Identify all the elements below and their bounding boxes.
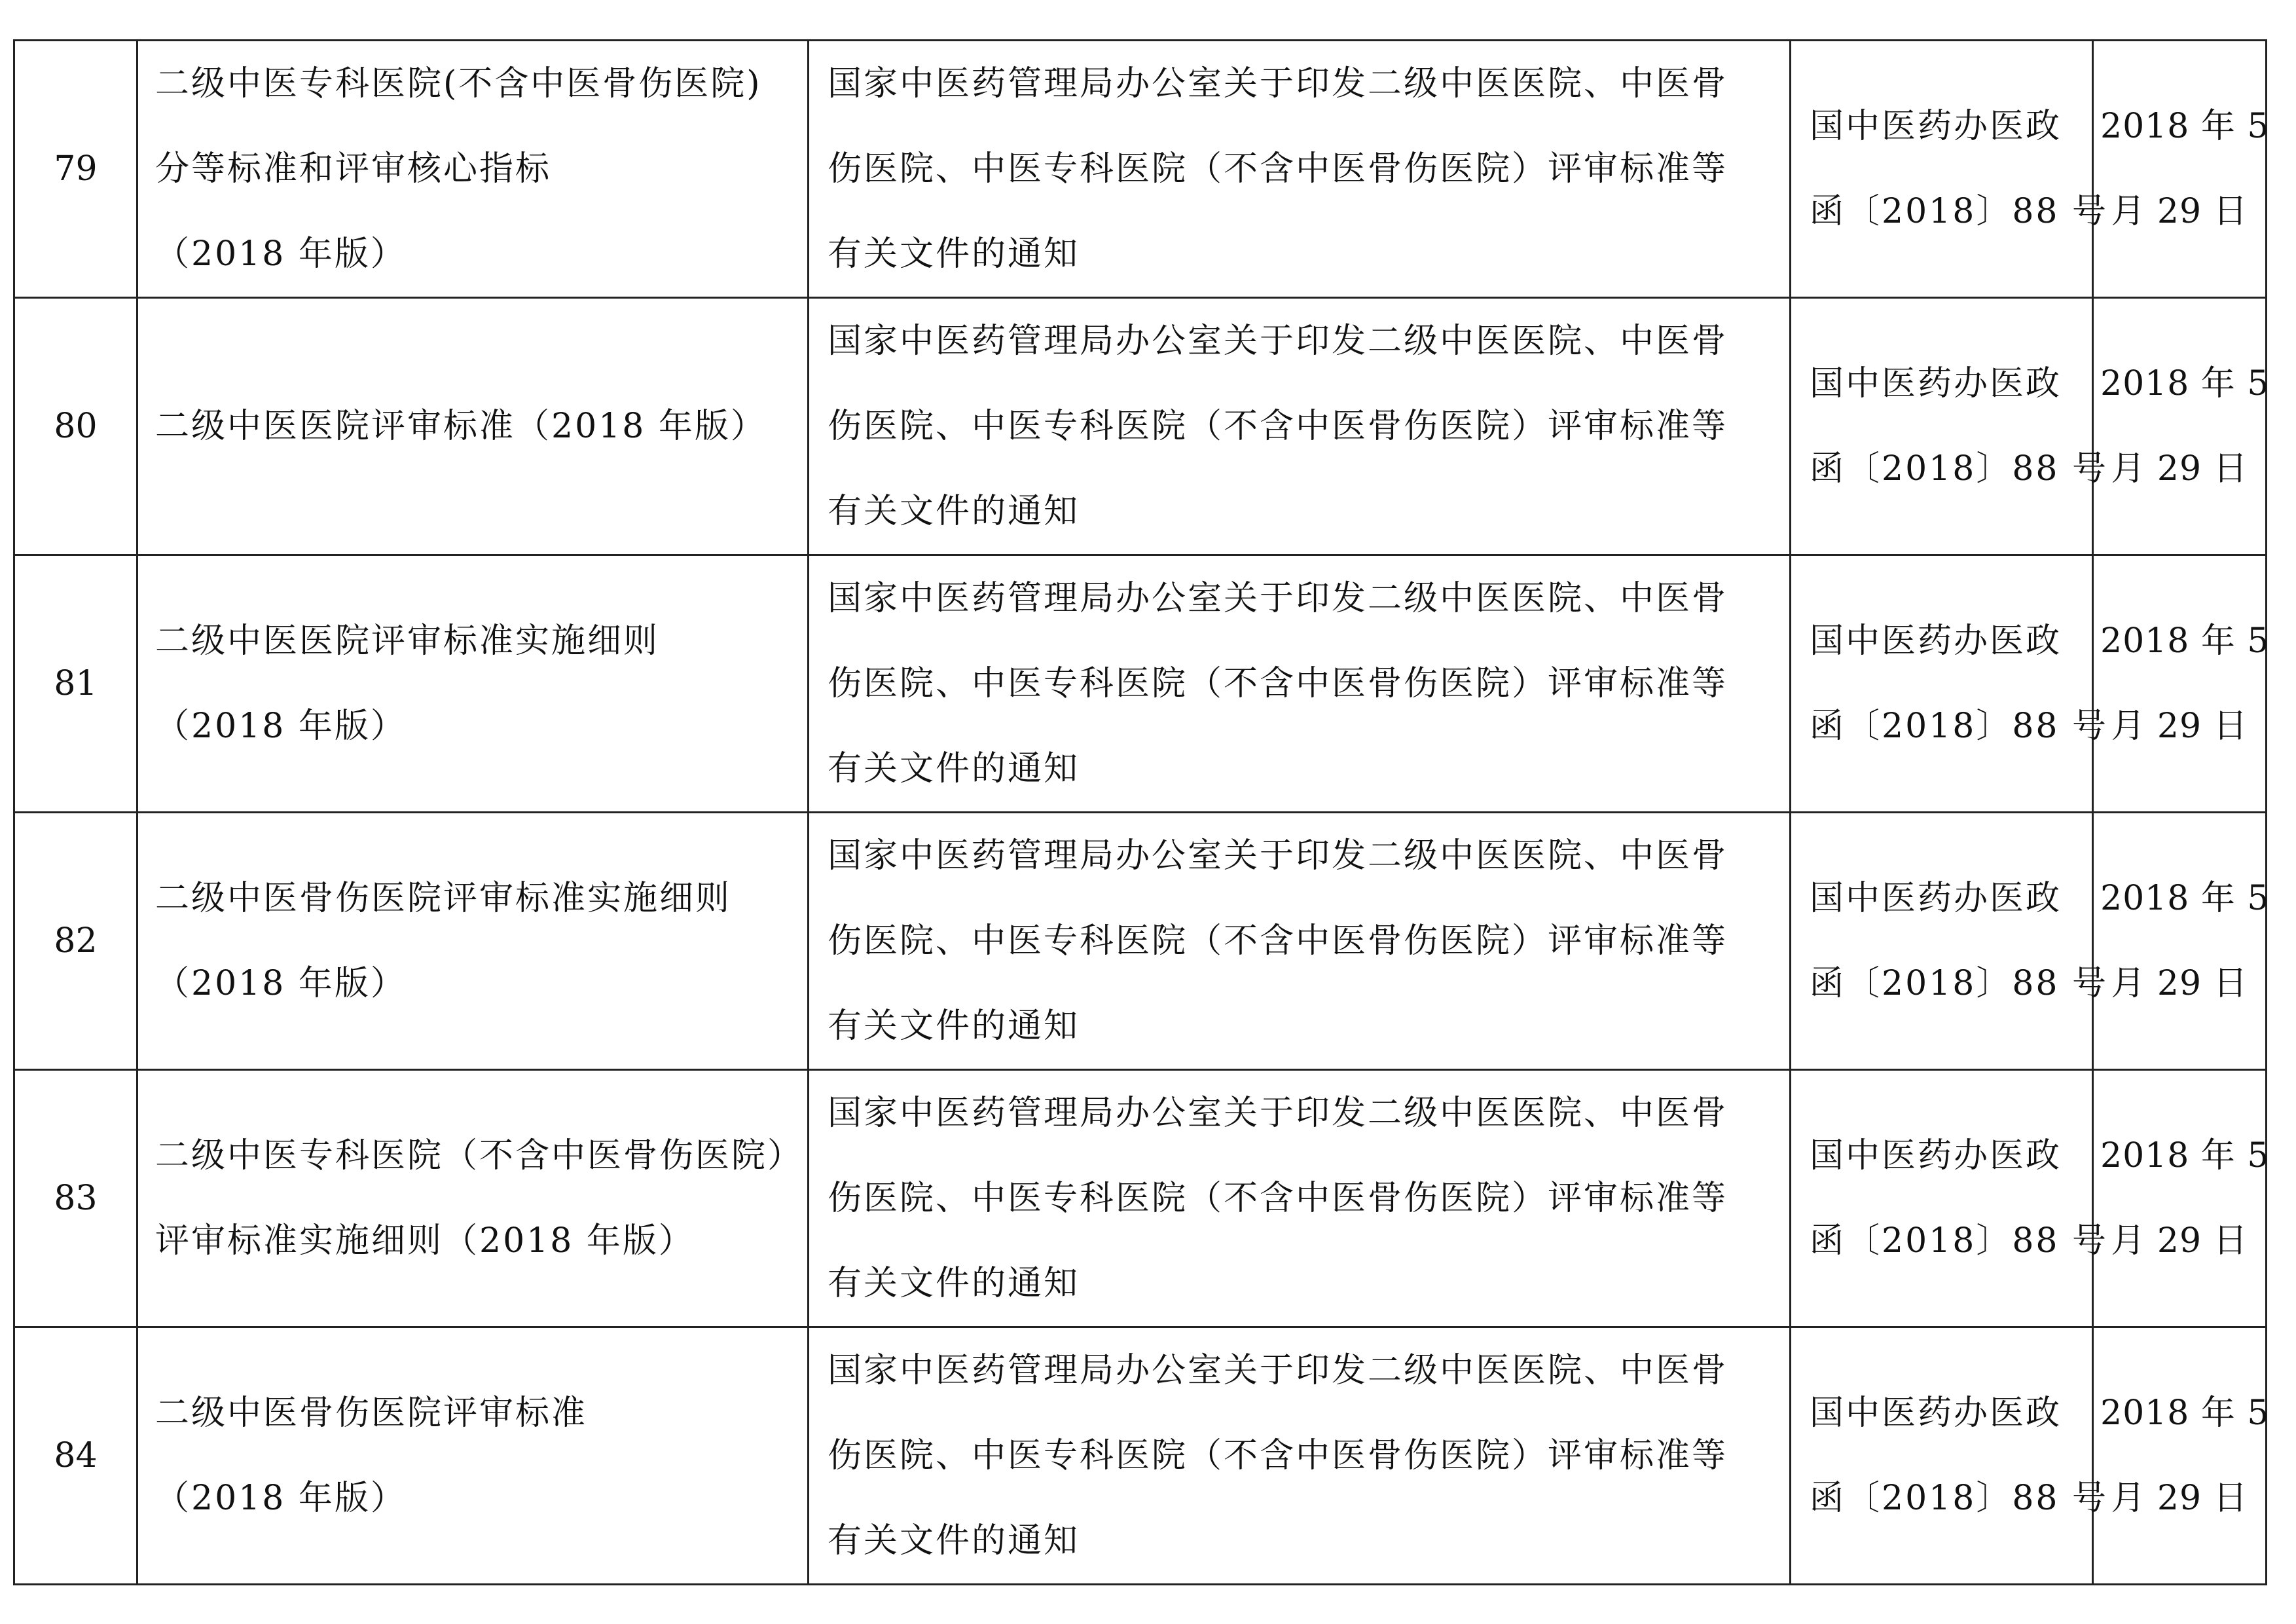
document-number-line: 函〔2018〕88 号 bbox=[1810, 192, 2109, 231]
regulation-table bbox=[13, 39, 2270, 1585]
issue-date-cell bbox=[2093, 41, 2270, 298]
issue-date-cell bbox=[2093, 1070, 2270, 1327]
document-number-line: 函〔2018〕88 号 bbox=[1810, 707, 2109, 746]
document-number-line: 国中医药办医政 bbox=[1810, 107, 2062, 146]
source-document-cell bbox=[809, 1327, 1791, 1585]
row-number-cell: 84 bbox=[14, 1327, 137, 1585]
standard-title-line: （2018 年版） bbox=[155, 964, 407, 1003]
table-row bbox=[14, 1327, 2267, 1585]
source-document-line: 有关文件的通知 bbox=[828, 234, 1080, 274]
issue-date-line: 月 29 日 bbox=[2111, 1221, 2248, 1261]
row-number-cell: 82 bbox=[14, 813, 137, 1070]
table-row bbox=[14, 41, 2267, 298]
source-document-line: 有关文件的通知 bbox=[828, 1264, 1080, 1303]
standard-title-line: （2018 年版） bbox=[155, 1479, 407, 1518]
document-number-line: 函〔2018〕88 号 bbox=[1810, 1221, 2109, 1261]
source-document-cell bbox=[809, 813, 1791, 1070]
standard-title-line: 二级中医骨伤医院评审标准 bbox=[155, 1393, 588, 1433]
issue-date-line: 月 29 日 bbox=[2111, 1479, 2248, 1518]
source-document-cell bbox=[809, 555, 1791, 813]
document-number-cell bbox=[1791, 813, 2109, 1070]
table-row bbox=[14, 1070, 2267, 1327]
document-number-line: 国中医药办医政 bbox=[1810, 1136, 2062, 1175]
issue-date-line: 2018 年 5 bbox=[2100, 879, 2270, 918]
document-number-cell bbox=[1791, 1327, 2109, 1585]
row-number-cell: 83 bbox=[14, 1070, 137, 1327]
table-row bbox=[14, 298, 2267, 555]
document-number-cell bbox=[1791, 555, 2109, 813]
issue-date-line: 2018 年 5 bbox=[2100, 621, 2270, 661]
source-document-line: 伤医院、中医专科医院（不含中医骨伤医院）评审标准等 bbox=[828, 407, 1728, 446]
standard-title-line: 二级中医医院评审标准（2018 年版） bbox=[155, 407, 767, 446]
standard-title-line: 二级中医骨伤医院评审标准实施细则 bbox=[155, 879, 732, 918]
standard-title-line: 评审标准实施细则（2018 年版） bbox=[155, 1221, 695, 1261]
source-document-line: 伤医院、中医专科医院（不含中医骨伤医院）评审标准等 bbox=[828, 149, 1728, 189]
table-body bbox=[14, 41, 2270, 1585]
source-document-cell bbox=[809, 1070, 1791, 1327]
source-document-line: 伤医院、中医专科医院（不含中医骨伤医院）评审标准等 bbox=[828, 1436, 1728, 1475]
issue-date-line: 2018 年 5 bbox=[2100, 107, 2270, 146]
source-document-cell bbox=[809, 41, 1791, 298]
table-row bbox=[14, 813, 2267, 1070]
standard-title-line: 二级中医医院评审标准实施细则 bbox=[155, 621, 660, 661]
standard-title-cell bbox=[137, 813, 809, 1070]
issue-date-line: 2018 年 5 bbox=[2100, 1393, 2270, 1433]
issue-date-line: 2018 年 5 bbox=[2100, 364, 2270, 403]
table-row bbox=[14, 555, 2267, 813]
standard-title-line: （2018 年版） bbox=[155, 234, 407, 274]
standard-title-line: 分等标准和评审核心指标 bbox=[155, 149, 552, 189]
source-document-line: 有关文件的通知 bbox=[828, 1006, 1080, 1046]
issue-date-line: 月 29 日 bbox=[2111, 964, 2248, 1003]
source-document-line: 有关文件的通知 bbox=[828, 492, 1080, 531]
standard-title-cell bbox=[137, 555, 809, 813]
document-number-line: 国中医药办医政 bbox=[1810, 364, 2062, 403]
row-number-cell: 79 bbox=[14, 41, 137, 298]
source-document-line: 国家中医药管理局办公室关于印发二级中医医院、中医骨 bbox=[828, 1094, 1728, 1133]
source-document-line: 国家中医药管理局办公室关于印发二级中医医院、中医骨 bbox=[828, 1351, 1728, 1390]
issue-date-cell bbox=[2093, 555, 2270, 813]
issue-date-cell bbox=[2093, 1327, 2270, 1585]
issue-date-line: 月 29 日 bbox=[2111, 192, 2248, 231]
document-number-line: 函〔2018〕88 号 bbox=[1810, 449, 2109, 489]
source-document-line: 国家中医药管理局办公室关于印发二级中医医院、中医骨 bbox=[828, 579, 1728, 618]
issue-date-line: 月 29 日 bbox=[2111, 449, 2248, 489]
document-number-line: 国中医药办医政 bbox=[1810, 621, 2062, 661]
standard-title-cell bbox=[137, 41, 809, 298]
document-number-cell bbox=[1791, 1070, 2109, 1327]
row-number-cell: 80 bbox=[14, 298, 137, 555]
source-document-cell bbox=[809, 298, 1791, 555]
source-document-line: 伤医院、中医专科医院（不含中医骨伤医院）评审标准等 bbox=[828, 921, 1728, 961]
standard-title-cell bbox=[137, 1070, 809, 1327]
issue-date-line: 月 29 日 bbox=[2111, 707, 2248, 746]
document-number-line: 函〔2018〕88 号 bbox=[1810, 964, 2109, 1003]
standard-title-line: （2018 年版） bbox=[155, 707, 407, 746]
source-document-line: 伤医院、中医专科医院（不含中医骨伤医院）评审标准等 bbox=[828, 664, 1728, 703]
source-document-line: 国家中医药管理局办公室关于印发二级中医医院、中医骨 bbox=[828, 322, 1728, 361]
source-document-line: 伤医院、中医专科医院（不含中医骨伤医院）评审标准等 bbox=[828, 1179, 1728, 1218]
standard-title-cell bbox=[137, 298, 809, 555]
source-document-line: 国家中医药管理局办公室关于印发二级中医医院、中医骨 bbox=[828, 64, 1728, 103]
row-number-cell: 81 bbox=[14, 555, 137, 813]
document-number-line: 国中医药办医政 bbox=[1810, 1393, 2062, 1433]
standard-title-line: 二级中医专科医院(不含中医骨伤医院) bbox=[155, 64, 762, 103]
issue-date-cell bbox=[2093, 298, 2270, 555]
source-document-line: 国家中医药管理局办公室关于印发二级中医医院、中医骨 bbox=[828, 836, 1728, 876]
document-number-cell bbox=[1791, 298, 2109, 555]
standard-title-cell bbox=[137, 1327, 809, 1585]
document-number-line: 国中医药办医政 bbox=[1810, 879, 2062, 918]
issue-date-line: 2018 年 5 bbox=[2100, 1136, 2270, 1175]
source-document-line: 有关文件的通知 bbox=[828, 1521, 1080, 1560]
document-number-line: 函〔2018〕88 号 bbox=[1810, 1479, 2109, 1518]
source-document-line: 有关文件的通知 bbox=[828, 749, 1080, 788]
document-number-cell bbox=[1791, 41, 2109, 298]
standard-title-line: 二级中医专科医院（不含中医骨伤医院） bbox=[155, 1136, 804, 1175]
issue-date-cell bbox=[2093, 813, 2270, 1070]
